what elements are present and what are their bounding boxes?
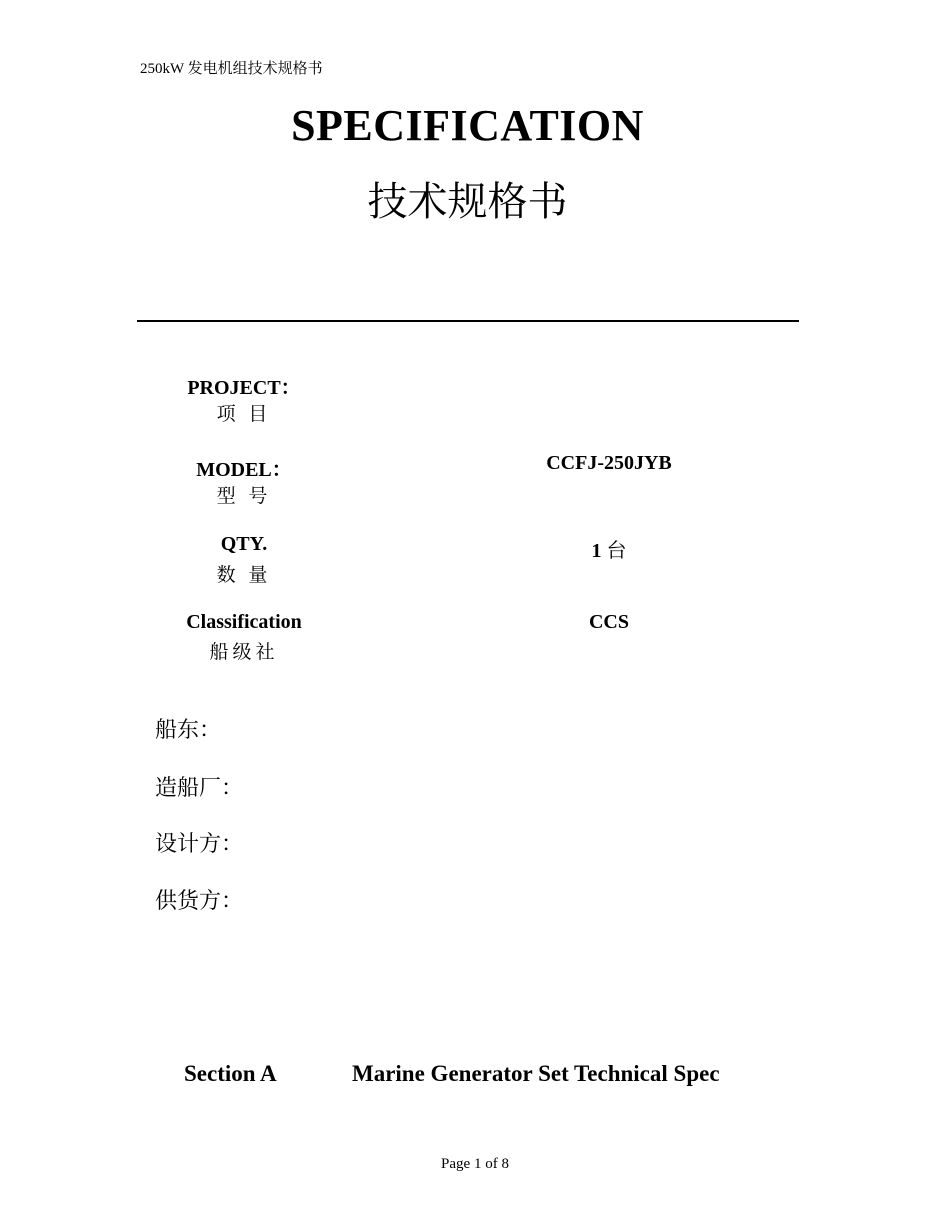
shipyard-label: 造船厂： xyxy=(155,775,244,800)
classification-label-chinese: 船级社 xyxy=(209,642,279,663)
project-label-chinese: 项 目 xyxy=(216,404,272,425)
model-label-chinese: 型 号 xyxy=(216,486,272,507)
model-label: MODEL： xyxy=(196,459,292,481)
document-title-english: SPECIFICATION xyxy=(291,101,644,150)
qty-value xyxy=(459,534,759,563)
qty-label-chinese: 数 量 xyxy=(216,565,272,586)
designer-label: 设计方： xyxy=(155,831,244,856)
project-label: PROJECT： xyxy=(187,377,301,399)
title-divider xyxy=(137,320,799,322)
page-number: Page 1 of 8 xyxy=(441,1156,509,1172)
model-value: CCFJ-250JYB xyxy=(546,452,672,474)
qty-label: QTY. xyxy=(220,533,268,555)
qty-number: 1 xyxy=(591,540,602,562)
section-number: Section A xyxy=(184,1061,277,1086)
classification-value: CCS xyxy=(588,611,629,633)
document-title-chinese: 技术规格书 xyxy=(367,179,568,224)
section-title: Marine Generator Set Technical Spec xyxy=(352,1061,720,1086)
running-header: 250kW 发电机组技术规格书 xyxy=(140,61,323,77)
classification-label: Classification xyxy=(186,611,302,633)
supplier-label: 供货方： xyxy=(155,888,244,913)
qty-unit: 台 xyxy=(606,540,627,562)
shipowner-label: 船东： xyxy=(155,717,222,742)
